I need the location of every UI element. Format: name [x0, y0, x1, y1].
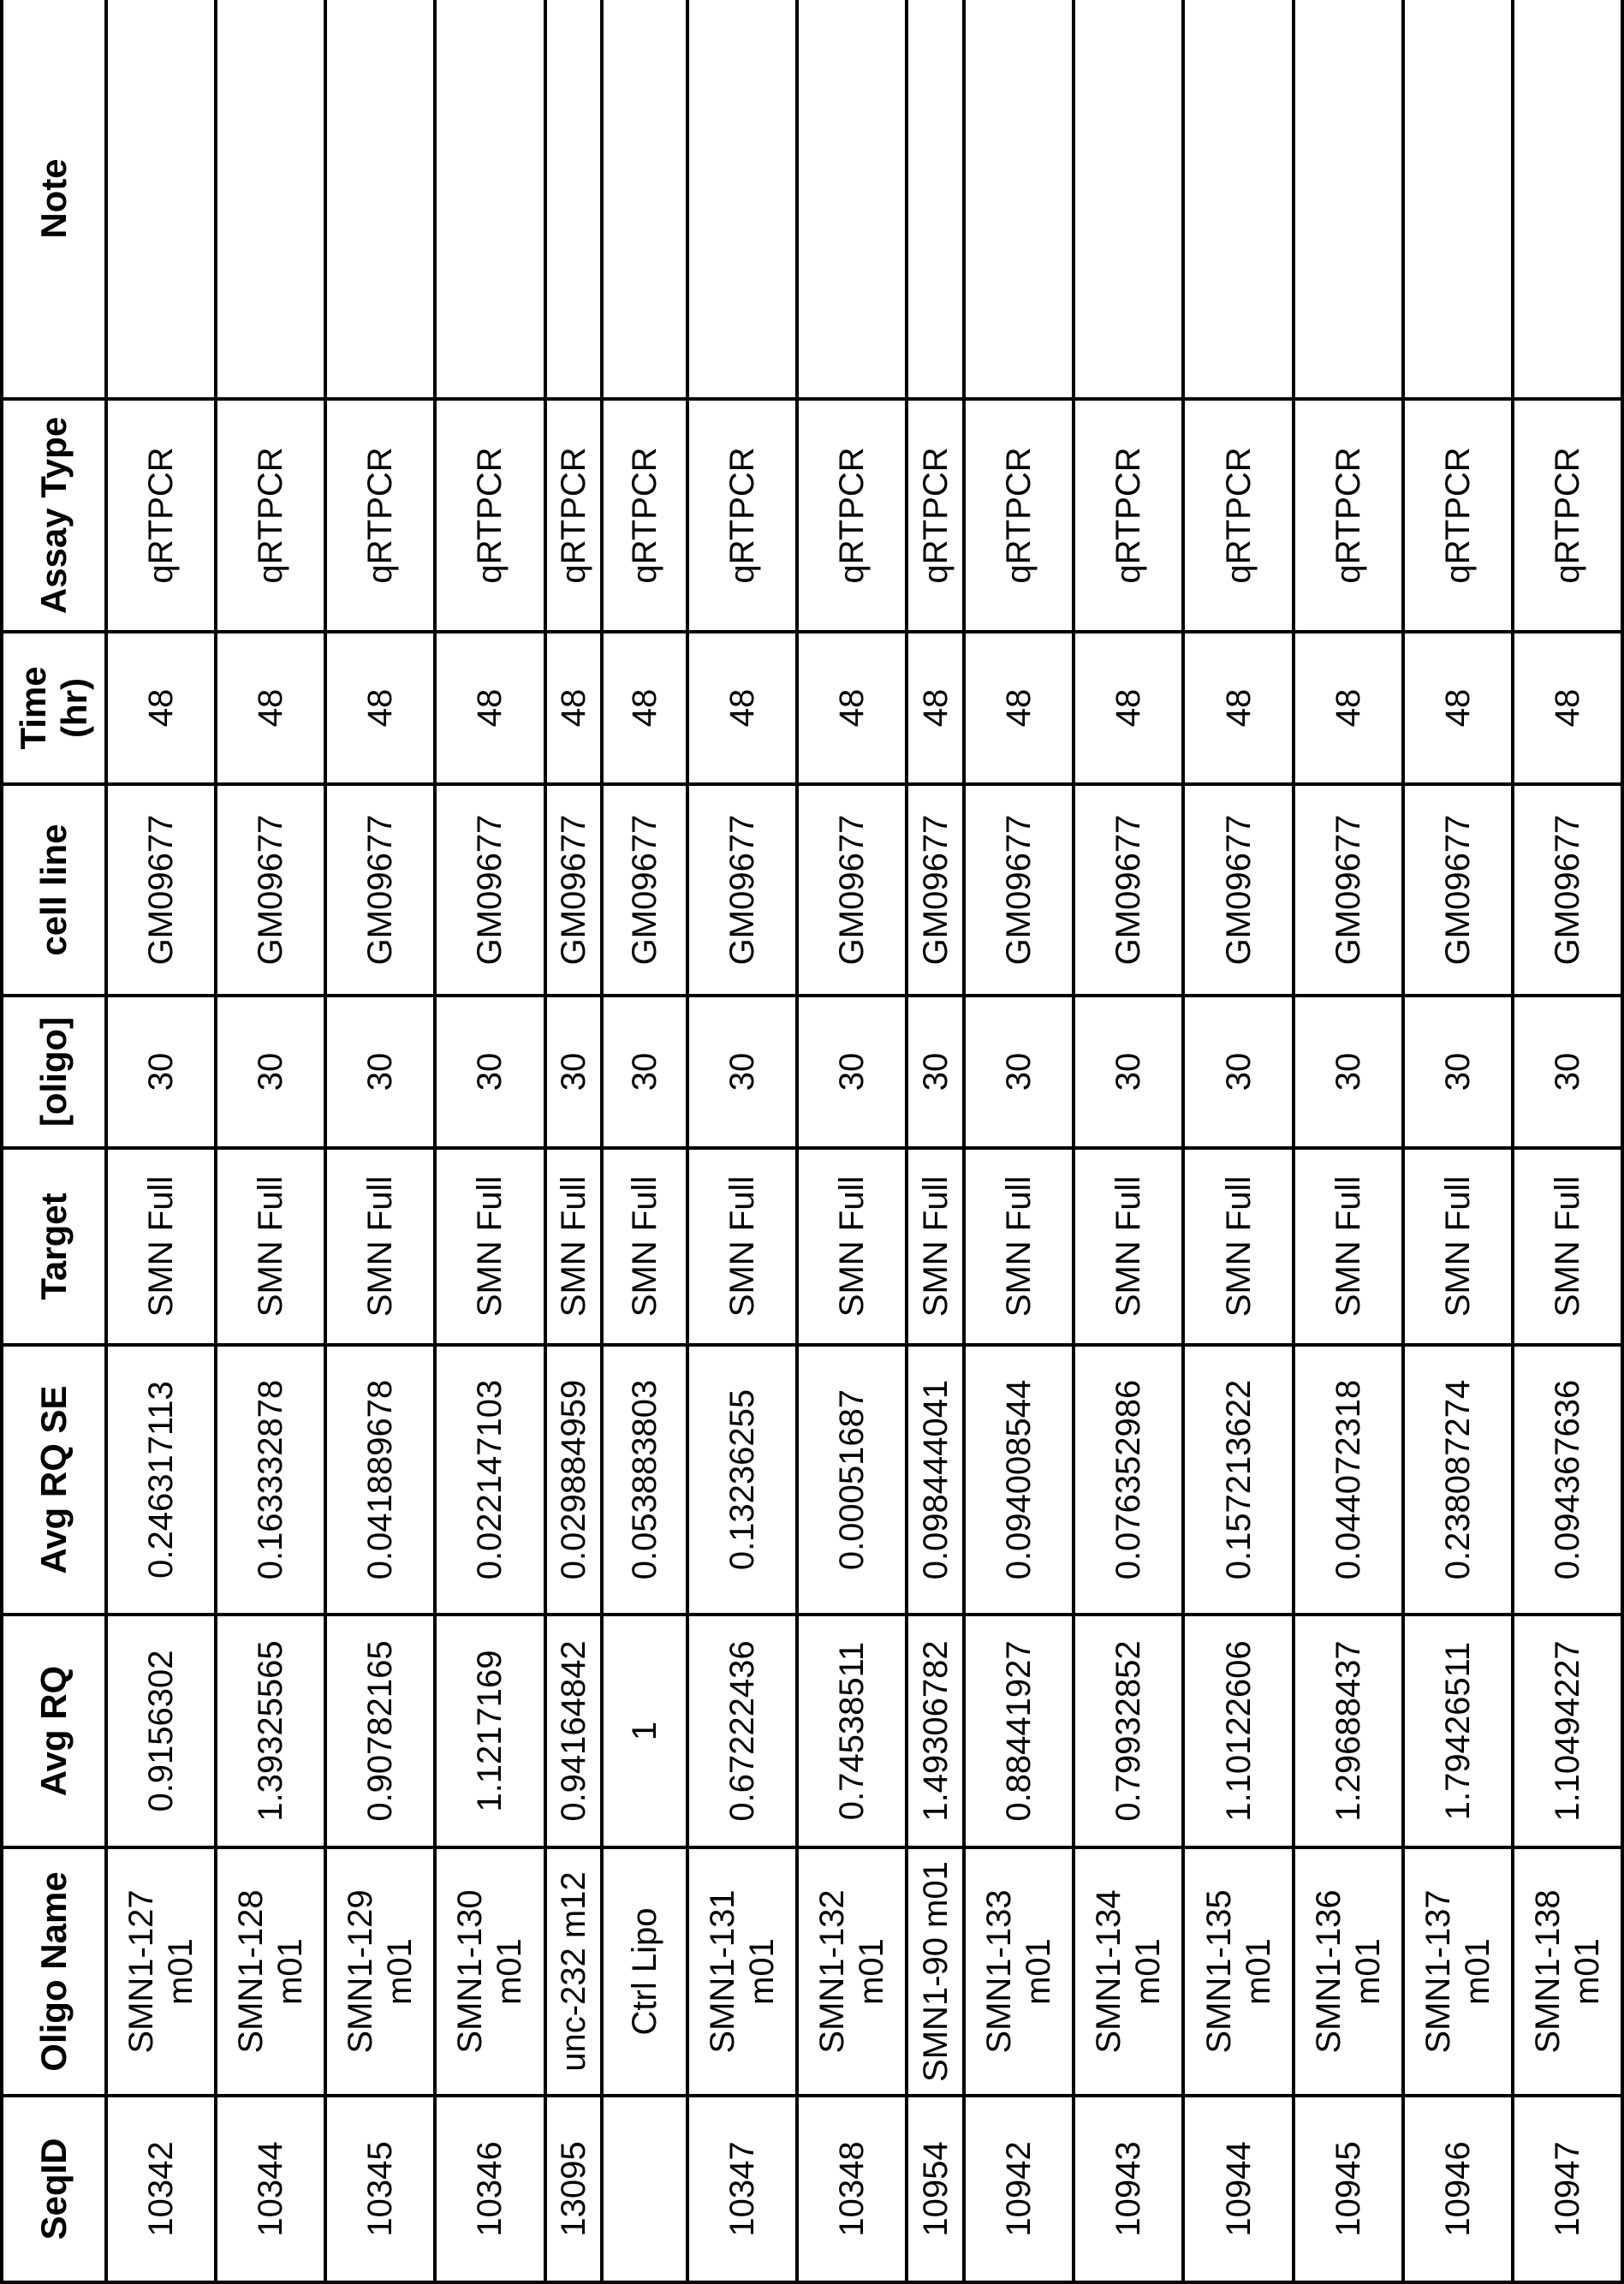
- header-oligo-name: Oligo Name: [2, 1847, 106, 2096]
- cell-time: 48: [687, 632, 797, 784]
- cell-assay-type: qRTPCR: [964, 399, 1074, 632]
- cell-oligo-name: SMN1-131 m01: [687, 1847, 797, 2096]
- cell-avg-rq-se: 0.13236255: [687, 1345, 797, 1615]
- cell-oligo-conc: 30: [1403, 996, 1513, 1148]
- table-row: [797, 0, 907, 2282]
- cell-time: 48: [907, 632, 964, 784]
- cell-avg-rq: 1.10494227: [1513, 1615, 1622, 1847]
- cell-seqid: 10946: [1403, 2096, 1513, 2282]
- cell-avg-rq: 1.79426511: [1403, 1615, 1513, 1847]
- cell-seqid: 10348: [797, 2096, 907, 2282]
- cell-cell-line: GM09677: [1513, 784, 1622, 996]
- cell-assay-type: qRTPCR: [216, 399, 325, 632]
- cell-assay-type: qRTPCR: [435, 399, 544, 632]
- cell-cell-line: GM09677: [435, 784, 544, 996]
- cell-avg-rq: 1: [602, 1615, 687, 1847]
- cell-cell-line: GM09677: [797, 784, 907, 996]
- cell-oligo-conc: 30: [1294, 996, 1403, 1148]
- cell-time: 48: [1183, 632, 1293, 784]
- cell-avg-rq-se: 0.076352986: [1074, 1345, 1183, 1615]
- cell-avg-rq: 0.88441927: [964, 1615, 1074, 1847]
- cell-seqid: 10346: [435, 2096, 544, 2282]
- cell-assay-type: qRTPCR: [687, 399, 797, 632]
- cell-note: [1294, 0, 1403, 399]
- header-avg-rq: Avg RQ: [2, 1615, 106, 1847]
- cell-assay-type: qRTPCR: [1513, 399, 1622, 632]
- cell-avg-rq-se: 0.094008544: [964, 1345, 1074, 1615]
- cell-note: [216, 0, 325, 399]
- results-table: [0, 0, 1624, 2284]
- cell-oligo-name: unc-232 m12: [545, 1847, 603, 2096]
- cell-oligo-name: SMN1-134 m01: [1074, 1847, 1183, 2096]
- cell-note: [545, 0, 603, 399]
- cell-note: [106, 0, 216, 399]
- cell-assay-type: qRTPCR: [545, 399, 603, 632]
- cell-avg-rq: 0.9156302: [106, 1615, 216, 1847]
- cell-avg-rq-se: 0.163332878: [216, 1345, 325, 1615]
- cell-cell-line: GM09677: [106, 784, 216, 996]
- cell-target: SMN Full: [687, 1148, 797, 1345]
- table-row: [1074, 0, 1183, 2282]
- header-target: Target: [2, 1148, 106, 1345]
- cell-target: SMN Full: [1183, 1148, 1293, 1345]
- cell-target: SMN Full: [964, 1148, 1074, 1345]
- cell-oligo-conc: 30: [435, 996, 544, 1148]
- cell-seqid: 10944: [1183, 2096, 1293, 2282]
- cell-avg-rq: 1.39325565: [216, 1615, 325, 1847]
- cell-time: 48: [216, 632, 325, 784]
- cell-oligo-conc: 30: [1074, 996, 1183, 1148]
- cell-assay-type: qRTPCR: [1074, 399, 1183, 632]
- cell-avg-rq: 0.94164842: [545, 1615, 603, 1847]
- cell-avg-rq-se: 0.022147103: [435, 1345, 544, 1615]
- header-avg-rq-se: Avg RQ SE: [2, 1345, 106, 1615]
- cell-assay-type: qRTPCR: [602, 399, 687, 632]
- cell-assay-type: qRTPCR: [325, 399, 435, 632]
- cell-note: [907, 0, 964, 399]
- cell-oligo-name: SMN1-135 m01: [1183, 1847, 1293, 2096]
- cell-avg-rq: 0.79932852: [1074, 1615, 1183, 1847]
- cell-note: [1183, 0, 1293, 399]
- table-row: [687, 0, 797, 2282]
- cell-note: [325, 0, 435, 399]
- cell-note: [687, 0, 797, 399]
- cell-target: SMN Full: [1403, 1148, 1513, 1345]
- cell-assay-type: qRTPCR: [797, 399, 907, 632]
- cell-avg-rq: 1.10122606: [1183, 1615, 1293, 1847]
- cell-target: SMN Full: [545, 1148, 603, 1345]
- cell-oligo-name: SMN1-130 m01: [435, 1847, 544, 2096]
- cell-oligo-conc: 30: [797, 996, 907, 1148]
- cell-oligo-name: SMN1-138 m01: [1513, 1847, 1622, 2096]
- cell-oligo-conc: 30: [325, 996, 435, 1148]
- cell-avg-rq-se: 0.098444041: [907, 1345, 964, 1615]
- cell-avg-rq: 1.1217169: [435, 1615, 544, 1847]
- cell-target: SMN Full: [1294, 1148, 1403, 1345]
- cell-cell-line: GM09677: [1403, 784, 1513, 996]
- cell-target: SMN Full: [216, 1148, 325, 1345]
- header-time: Time (hr): [2, 632, 106, 784]
- cell-oligo-name: SMN1-129 m01: [325, 1847, 435, 2096]
- cell-cell-line: GM09677: [1294, 784, 1403, 996]
- cell-note: [435, 0, 544, 399]
- cell-seqid: 10942: [964, 2096, 1074, 2282]
- cell-oligo-name: SMN1-128 m01: [216, 1847, 325, 2096]
- table-row: [907, 0, 964, 2282]
- cell-note: [602, 0, 687, 399]
- cell-avg-rq: 0.90782165: [325, 1615, 435, 1847]
- table-row: [106, 0, 216, 2282]
- cell-assay-type: qRTPCR: [1403, 399, 1513, 632]
- cell-assay-type: qRTPCR: [907, 399, 964, 632]
- cell-avg-rq-se: 0.053883803: [602, 1345, 687, 1615]
- cell-seqid: 10954: [907, 2096, 964, 2282]
- table-row: [1183, 0, 1293, 2282]
- cell-oligo-conc: 30: [964, 996, 1074, 1148]
- cell-oligo-name: SMN1-132 m01: [797, 1847, 907, 2096]
- cell-seqid: 10342: [106, 2096, 216, 2282]
- cell-avg-rq-se: 0.044072318: [1294, 1345, 1403, 1615]
- cell-note: [1074, 0, 1183, 399]
- cell-oligo-conc: 30: [1513, 996, 1622, 1148]
- cell-target: SMN Full: [907, 1148, 964, 1345]
- cell-cell-line: GM09677: [1074, 784, 1183, 996]
- cell-avg-rq-se: 0.094367636: [1513, 1345, 1622, 1615]
- cell-cell-line: GM09677: [602, 784, 687, 996]
- table-row: [964, 0, 1074, 2282]
- cell-assay-type: qRTPCR: [106, 399, 216, 632]
- cell-time: 48: [1074, 632, 1183, 784]
- cell-avg-rq: 0.74538511: [797, 1615, 907, 1847]
- cell-time: 48: [325, 632, 435, 784]
- cell-avg-rq: 1.29688437: [1294, 1615, 1403, 1847]
- cell-oligo-name: SMN1-133 m01: [964, 1847, 1074, 2096]
- cell-avg-rq-se: 0.246317113: [106, 1345, 216, 1615]
- cell-avg-rq: 1.49306782: [907, 1615, 964, 1847]
- header-assay-type: Assay Type: [2, 399, 106, 632]
- cell-target: SMN Full: [435, 1148, 544, 1345]
- cell-oligo-conc: 30: [602, 996, 687, 1148]
- cell-seqid: 10945: [1294, 2096, 1403, 2282]
- cell-cell-line: GM09677: [545, 784, 603, 996]
- header-cell-line: cell line: [2, 784, 106, 996]
- cell-time: 48: [602, 632, 687, 784]
- cell-note: [1513, 0, 1622, 399]
- cell-note: [1403, 0, 1513, 399]
- cell-seqid: 10344: [216, 2096, 325, 2282]
- cell-oligo-conc: 30: [545, 996, 603, 1148]
- cell-target: SMN Full: [1513, 1148, 1622, 1345]
- cell-time: 48: [964, 632, 1074, 784]
- cell-time: 48: [797, 632, 907, 784]
- cell-avg-rq: 0.67222436: [687, 1615, 797, 1847]
- header-oligo-conc: [oligo]: [2, 996, 106, 1148]
- table-row: [1403, 0, 1513, 2282]
- cell-avg-rq-se: 0.238087274: [1403, 1345, 1513, 1615]
- table-row: [602, 0, 687, 2282]
- cell-time: 48: [1403, 632, 1513, 784]
- cell-avg-rq-se: 0.041889678: [325, 1345, 435, 1615]
- cell-seqid: 13095: [545, 2096, 603, 2282]
- table-row: [435, 0, 544, 2282]
- cell-time: 48: [106, 632, 216, 784]
- cell-avg-rq-se: 0.029884959: [545, 1345, 603, 1615]
- cell-oligo-conc: 30: [216, 996, 325, 1148]
- cell-oligo-conc: 30: [907, 996, 964, 1148]
- cell-oligo-name: Ctrl Lipo: [602, 1847, 687, 2096]
- cell-target: SMN Full: [797, 1148, 907, 1345]
- cell-note: [964, 0, 1074, 399]
- table-row: [545, 0, 603, 2282]
- cell-cell-line: GM09677: [907, 784, 964, 996]
- table-row: [216, 0, 325, 2282]
- cell-seqid: [602, 2096, 687, 2282]
- cell-avg-rq-se: 0.157213622: [1183, 1345, 1293, 1615]
- cell-assay-type: qRTPCR: [1294, 399, 1403, 632]
- cell-assay-type: qRTPCR: [1183, 399, 1293, 632]
- cell-seqid: 10943: [1074, 2096, 1183, 2282]
- cell-cell-line: GM09677: [1183, 784, 1293, 996]
- cell-oligo-conc: 30: [687, 996, 797, 1148]
- cell-cell-line: GM09677: [325, 784, 435, 996]
- cell-oligo-conc: 30: [106, 996, 216, 1148]
- cell-oligo-name: SMN1-136 m01: [1294, 1847, 1403, 2096]
- cell-oligo-name: SMN1-127 m01: [106, 1847, 216, 2096]
- cell-target: SMN Full: [106, 1148, 216, 1345]
- cell-time: 48: [435, 632, 544, 784]
- cell-seqid: 10347: [687, 2096, 797, 2282]
- header-row: [2, 0, 106, 2282]
- cell-oligo-name: SMN1-137 m01: [1403, 1847, 1513, 2096]
- cell-seqid: 10345: [325, 2096, 435, 2282]
- cell-cell-line: GM09677: [964, 784, 1074, 996]
- header-note: Note: [2, 0, 106, 399]
- table-row: [1513, 0, 1622, 2282]
- cell-seqid: 10947: [1513, 2096, 1622, 2282]
- cell-cell-line: GM09677: [687, 784, 797, 996]
- cell-target: SMN Full: [325, 1148, 435, 1345]
- cell-cell-line: GM09677: [216, 784, 325, 996]
- table-row: [325, 0, 435, 2282]
- cell-oligo-name: SMN1-90 m01: [907, 1847, 964, 2096]
- table-row: [1294, 0, 1403, 2282]
- cell-target: SMN Full: [1074, 1148, 1183, 1345]
- cell-target: SMN Full: [602, 1148, 687, 1345]
- cell-note: [797, 0, 907, 399]
- header-seqid: SeqID: [2, 2096, 106, 2282]
- rotated-table-container: [0, 0, 1624, 2284]
- cell-time: 48: [1513, 632, 1622, 784]
- cell-oligo-conc: 30: [1183, 996, 1293, 1148]
- cell-time: 48: [545, 632, 603, 784]
- cell-time: 48: [1294, 632, 1403, 784]
- cell-avg-rq-se: 0.00051687: [797, 1345, 907, 1615]
